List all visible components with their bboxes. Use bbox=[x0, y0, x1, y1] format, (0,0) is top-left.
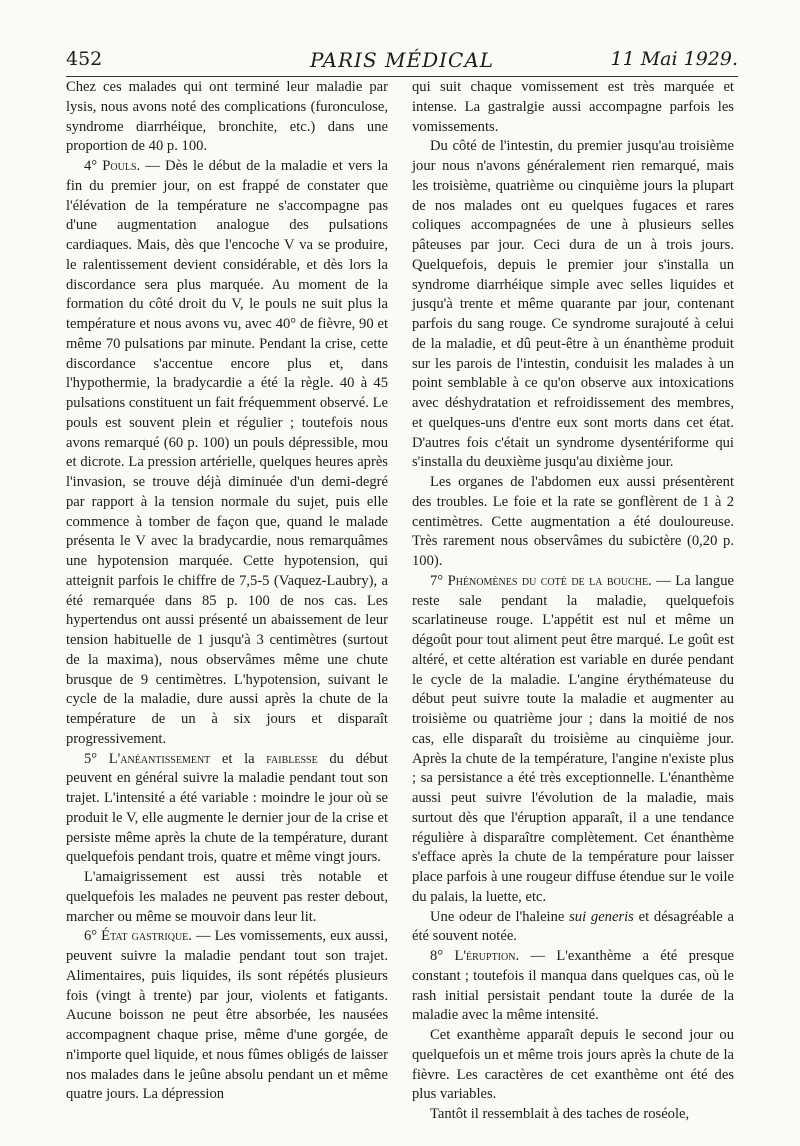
paragraph-eruption bbox=[412, 947, 734, 1026]
paragraph-lysis-complications: Chez ces malades qui ont terminé leur maladie par lysis, nous avons noté des complications (furonculose, syndrome diarrhéique, bronchite, etc.) dans une proportion de 40 p. 100. bbox=[66, 79, 388, 155]
paragraph-exantheme: Cet exanthème apparaît depuis le second jour ou quelquefois un et même trois jours après la chute de la fièvre. Les caractères de cet exanthème ont été des plus variables. bbox=[412, 1027, 734, 1103]
paragraph-etat-gastrique-text: — Les vomissements, eux aussi, peuvent suivre la maladie pendant tout son trajet. Alimentaires, puis liquides, ils sont répétés plusieurs fois (vingt à trente) par jour, violents et fatigants. Aucune boisson ne peut être absorbée, les nausées accompagnent chaque prise, même d'une gorgée, de n'importe quel liquide, et nous fûmes obligés de laisser nos malades dans le jeûne absolu pendant un et même quatre jours. La dépression bbox=[66, 928, 388, 1103]
page-header bbox=[66, 48, 738, 78]
section-heading-pouls: 4° Pouls. bbox=[84, 158, 141, 174]
page-number: 452 bbox=[66, 48, 103, 70]
paragraph-eruption-text: — L'exanthème a été presque constant ; toutefois il manqua dans quelques cas, où le rash initial persistait pendant toute la durée de la maladie avec la même intensité. bbox=[412, 948, 734, 1024]
paragraph-roseole: Tantôt il ressemblait à des taches de roséole, bbox=[430, 1106, 690, 1122]
paragraph-bouche bbox=[412, 572, 734, 908]
haleine-italic: sui generis bbox=[569, 908, 634, 925]
paragraph-pouls bbox=[66, 157, 388, 750]
journal-title: PARIS MÉDICAL bbox=[309, 48, 495, 72]
right-column bbox=[412, 78, 734, 1125]
paragraph-pouls-text: — Dès le début de la maladie et vers la fin du premier jour, on est frappé de constater que l'élévation de la température ne s'accompagne pas d'une augmentation analogue des pulsations cardiaques. Mais, dès que l'encoche V va se produire, le ralentissement devient considérable, et dès lors la discordance sera plus marquée. Au moment de la formation du côté droit du V, le pouls ne suit plus la température et nous avons vu, avec 40° de fièvre, 90 et même 70 pulsations par minute. Pendant la crise, cette discordance s'accentue encore plus et, dans l'hypothermie, la bradycardie a été la règle. 40 à 45 pulsations constituent un fait fréquemment observé. Le pouls est souvent plein et régulier ; toutefois nous avons remarqué (60 p. 100) un pouls dépressible, mou et dicrote. La pression artérielle, quelques heures après l'invasion, se trouve déjà diminuée d'un demi-degré par rapport à la tension normale du sujet, puis elle commence à tomber de façon que, quand le malade présenta le V avec la bradycardie, nous remarquâmes une hypotension marquée. Cette hypotension, qui atteignit parfois le chiffre de 7,5-5 (Vaquez-Laubry), a été remarquée dans 85 p. 100 de nos cas. Les hypertendus ont aussi présenté un abaissement de leur tension habituelle de 1 jusqu'à 3 centimètres (surtout de la maxima), nous observâmes même une chute brusque de 9 centimètres. L'hypotension, suivant le cycle de la maladie, dure aussi après la chute de la température de un à six jours et disparaît progressivement. bbox=[66, 158, 388, 747]
paragraph-aneantissement-text: du début peuvent en général suivre la maladie pendant tout son trajet. L'intensité a été variable : moindre le jour où se produit le V, elle augmente le dernier jour de la crise et persiste même après la chute de la température, durant quelquefois pendant trois, quatre et même vingt jours. bbox=[66, 750, 388, 866]
paragraph-vomissement-continuation: qui suit chaque vomissement est très marquée et intense. La gastralgie aussi accompagne parfois les vomissements. bbox=[412, 79, 734, 135]
paragraph-bouche-text: — La langue reste sale pendant la maladie, quelquefois scarlatineuse rouge. L'appétit est nul et même un dégoût pour tout aliment peut être marqué. Le goût est altéré, et cette altération est variable en durée pendant le cycle de la maladie. L'angine érythémateuse du début peut suivre toute la maladie et augmenter au troisième ou quatrième jour ; dans la moitié de nos cas, elle disparaît du troisième au cinquième jour. Après la chute de la température, l'angine n'existe plus ; sa persistance a été très exceptionnelle. L'énanthème aussi peut suivre l'évolution de la maladie, mais surtout dès que l'éruption apparaît, il a une tendance régulière à disparaître complètement. Cet énanthème s'efface après la chute de la température pour laisser place parfois à une rougeur diffuse étendue sur le voile du palais, la luette, etc. bbox=[412, 572, 734, 905]
section-heading-faiblesse: faiblesse bbox=[266, 750, 318, 767]
left-column bbox=[66, 78, 388, 1105]
paragraph-intestin: Du côté de l'intestin, du premier jusqu'au troisième jour nous n'avons généralement rien remarqué, mais les troisième, quatrième ou cinquième jours la plupart de nos malades ont eu quelques fugaces et rares coliques accompagnées de une à plusieurs selles pâteuses par jour. Ceci dura de un à trois jours. Quelquefois, depuis le premier jour s'installa un syndrome diarrhéique simple avec selles liquides et jusqu'à trente et même quarante par jour, contenant parfois du sang rouge. Ce syndrome surajouté à celui de la maladie, et dû peut-être à un énanthème produit sur les parois de l'intestin, conduisit les malades à un point semblable à ce qu'on observe aux intoxications avec déshydratation et refroidissement des membres, et quelques-uns d'entre eux sont morts dans cet état. D'autres fois c'était un syndrome dysentériforme qui s'installa du deuxième jusqu'au dixième jour. bbox=[412, 138, 734, 471]
paragraph-haleine bbox=[412, 908, 734, 948]
connector-text: et la bbox=[210, 750, 267, 767]
haleine-text-a: Une odeur de l'haleine bbox=[430, 908, 570, 925]
section-heading-eruption: 8° L'éruption. bbox=[430, 948, 520, 964]
paragraph-amaigrissement: L'amaigrissement est aussi très notable et quelquefois les malades ne peuvent pas rester debout, marcher ou même se mouvoir dans leur lit. bbox=[66, 869, 388, 925]
haleine-text-b: et désagréable a été souvent notée. bbox=[412, 908, 734, 945]
paragraph-etat-gastrique bbox=[66, 927, 388, 1105]
paragraph-aneantissement bbox=[66, 750, 388, 869]
section-heading-etat-gastrique: 6° État gastrique. bbox=[84, 928, 192, 945]
section-heading-bouche: 7° Phénomènes du coté de la bouche. bbox=[430, 572, 652, 589]
header-rule bbox=[66, 76, 738, 77]
issue-date: 11 Mai 1929. bbox=[610, 48, 738, 70]
paragraph-abdomen: Les organes de l'abdomen eux aussi présentèrent des troubles. Le foie et la rate se gonflèrent de 1 à 2 centimètres. Cette augmentation a été douloureuse. Très rarement nous observâmes du subictère (0,20 p. 100). bbox=[412, 474, 734, 569]
section-heading-aneantissement: 5° L'anéantissement bbox=[84, 750, 211, 767]
